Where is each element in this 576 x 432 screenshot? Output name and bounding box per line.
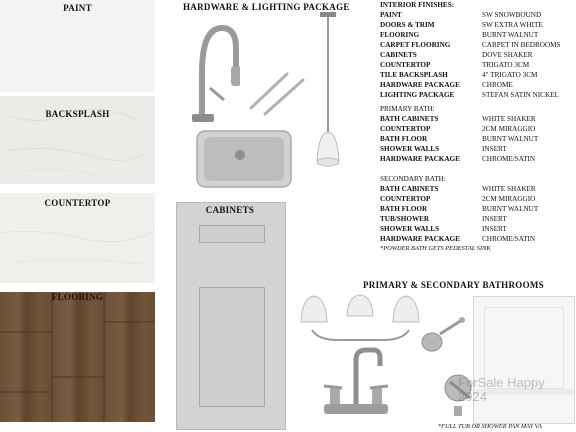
primary-bath-row-key: HARDWARE PACKAGE (380, 155, 460, 163)
interior-finish-row-key: FLOORING (380, 31, 420, 39)
flooring-label: FLOORING (51, 292, 104, 302)
secondary-bath-row (380, 194, 576, 204)
backsplash-label: BACKSPLASH (45, 109, 110, 119)
secondary-bath-row-key: BATH FLOOR (380, 205, 428, 213)
primary-bath-row-value: INSERT (482, 145, 507, 153)
primary-bath-row-value: BURNT WALNUT (482, 135, 539, 143)
interior-finish-row (380, 50, 576, 60)
interior-finish-row (380, 80, 576, 90)
interior-finish-row-key: PAINT (380, 11, 402, 19)
interior-finish-row-value: CHROME (482, 81, 513, 89)
secondary-bath-row-value: INSERT (482, 225, 507, 233)
flooring-planks (0, 292, 155, 422)
interior-finish-row-key: CABINETS (380, 51, 417, 59)
primary-bath-row-key: SHOWER WALLS (380, 145, 440, 153)
interior-finish-row-key: HARDWARE PACKAGE (380, 81, 460, 89)
secondary-bath-row-key: BATH CABINETS (380, 185, 439, 193)
watermark: ForSale Happy 2024 (458, 375, 545, 404)
vanity-light-icon (298, 294, 423, 346)
primary-bath-row (380, 134, 576, 144)
interior-finish-row-key: TILE BACKSPLASH (380, 71, 448, 79)
interior-finish-row (380, 60, 576, 70)
interior-finish-row (380, 40, 576, 50)
interior-finish-row (380, 90, 576, 100)
interior-finish-row-key: COUNTERTOP (380, 61, 431, 69)
cabinet-image (176, 202, 286, 430)
bathrooms-heading: PRIMARY & SECONDARY BATHROOMS (363, 280, 544, 290)
primary-bath-row-key: BATH FLOOR (380, 135, 428, 143)
interior-finish-row-value: BURNT WALNUT (482, 31, 539, 39)
interior-finish-row-value: DOVE SHAKER (482, 51, 533, 59)
interior-finish-row-key: LIGHTING PACKAGE (380, 91, 455, 99)
secondary-bath-row-value: WHITE SHAKER (482, 185, 536, 193)
interior-finish-row-value: SW EXTRA WHITE (482, 21, 543, 29)
secondary-bath-row (380, 184, 576, 194)
secondary-bath-title (380, 174, 576, 184)
secondary-bath-row-value: CHROME/SATIN (482, 235, 536, 243)
interior-finishes-title-text: INTERIOR FINISHES: (380, 1, 455, 9)
primary-bath-row-value: WHITE SHAKER (482, 115, 536, 123)
interior-finish-row-key: CARPET FLOORING (380, 41, 451, 49)
shower-head-icon (418, 314, 466, 356)
primary-bath-row-value: 2CM MIRAGGIO (482, 125, 536, 133)
interior-finish-row (380, 70, 576, 80)
secondary-bath-row (380, 204, 576, 214)
secondary-bath-row (380, 214, 576, 224)
cabinet-drawer-panel (199, 225, 265, 243)
secondary-bath-title-text: SECONDARY BATH: (380, 175, 446, 183)
kitchen-sink-icon (196, 130, 292, 188)
interior-finish-row (380, 20, 576, 30)
interior-finish-row-value: STEFAN SATIN NICKEL (482, 91, 559, 99)
primary-bath-row (380, 144, 576, 154)
hardware-heading: HARDWARE & LIGHTING PACKAGE (183, 2, 350, 12)
interior-finishes-list (380, 0, 576, 100)
drawer-pulls-icon (245, 62, 307, 122)
paint-swatch (0, 0, 155, 92)
powder-bath-note (380, 244, 576, 254)
secondary-bath-row-value: BURNT WALNUT (482, 205, 539, 213)
interior-finish-row-value: TRIGATO 3CM (482, 61, 530, 69)
interior-finish-row-value: CARPET IN BEDROOMS (482, 41, 561, 49)
interior-finish-row-value: 4" TRIGATO 3CM (482, 71, 538, 79)
interior-finishes-title (380, 0, 576, 10)
primary-bath-row (380, 114, 576, 124)
bathroom-faucet-icon (316, 346, 396, 422)
primary-bath-row-value: CHROME/SATIN (482, 155, 536, 163)
powder-bath-note-text: *POWDER BATH GETS PEDESTAL SINK (380, 245, 491, 252)
secondary-bath-row-key: COUNTERTOP (380, 195, 431, 203)
primary-bath-list (380, 104, 576, 164)
primary-bath-title (380, 104, 576, 114)
secondary-bath-row-value: INSERT (482, 215, 507, 223)
cabinets-heading: CABINETS (205, 205, 255, 215)
secondary-bath-row-value: 2CM MIRAGGIO (482, 195, 536, 203)
primary-bath-row (380, 124, 576, 134)
secondary-bath-row-key: HARDWARE PACKAGE (380, 235, 460, 243)
primary-bath-row-key: COUNTERTOP (380, 125, 431, 133)
secondary-bath-row (380, 234, 576, 244)
flooring-swatch (0, 292, 155, 422)
tub-shower-insert (473, 296, 575, 424)
interior-finish-row-value: SW SNOWBOUND (482, 11, 542, 19)
primary-bath-title-text: PRIMARY BATH: (380, 105, 435, 113)
pendant-light-icon (310, 12, 346, 182)
footnote: *FULL TUB OR SHOWER PAN MAY VA (438, 423, 542, 430)
cabinet-door-panel (199, 287, 265, 407)
secondary-bath-row (380, 224, 576, 234)
paint-label: PAINT (63, 3, 92, 13)
interior-finish-row-key: DOORS & TRIM (380, 21, 435, 29)
primary-bath-row (380, 154, 576, 164)
kitchen-faucet-icon (180, 18, 240, 128)
interior-finish-row (380, 30, 576, 40)
primary-bath-row-key: BATH CABINETS (380, 115, 439, 123)
interior-finish-row (380, 10, 576, 20)
secondary-bath-row-key: SHOWER WALLS (380, 225, 440, 233)
secondary-bath-list (380, 174, 576, 254)
secondary-bath-row-key: TUB/SHOWER (380, 215, 430, 223)
countertop-label: COUNTERTOP (44, 198, 111, 208)
